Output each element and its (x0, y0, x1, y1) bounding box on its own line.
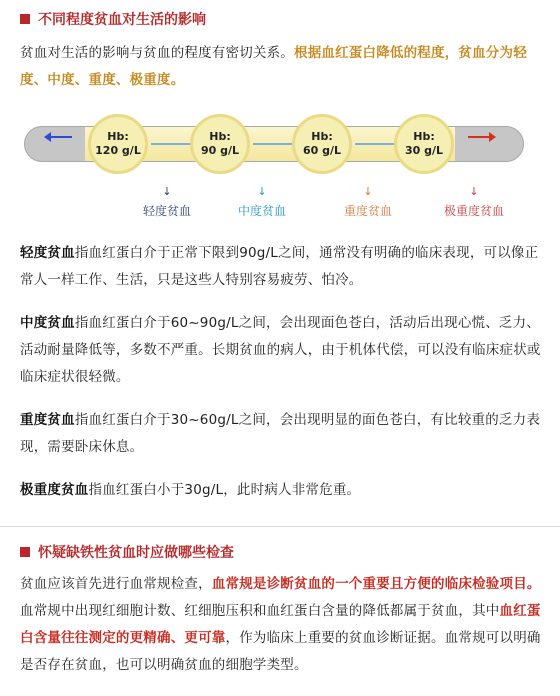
paragraph-severe: 重度贫血指血红蛋白介于30~60g/L之间，会出现明显的面色苍白，有比较重的乏力表现，需要卧床休息。 (20, 412, 541, 455)
section-heading-iron-deficiency-tests (20, 537, 546, 567)
paragraph-extreme: 极重度贫血指血红蛋白小于30g/L，此时病人非常危重。 (20, 482, 361, 498)
paragraph-moderate: 中度贫血指血红蛋白介于60~90g/L之间，会出现面色苍白，活动后出现心慌、乏力、活动耐量降低等，多数不严重。长期贫血的病人，由于机体代偿，可以没有临床症状或临床症状很轻微。 (20, 315, 541, 385)
tests-paragraph: 贫血应该首先进行血常规检查，血常规是诊断贫血的一个重要且方便的临床检验项目。血常规中出现红细胞计数、红细胞压积和血红蛋白含量的降低都属于贫血，其中血红蛋白含量往往测定的更精确、更可靠，作为临床上重要的贫血诊断证据。血常规可以明确是否存在贫血，也可以明确贫血的细胞学类型。 (20, 576, 541, 673)
paragraph-mild: 轻度贫血指血红蛋白介于正常下限到90g/L之间，通常没有明确的临床表现，可以像正常人一样工作、生活，只是这些人特别容易疲劳、怕冷。 (20, 245, 539, 288)
hb-node-90: Hb: 90 g/L (190, 114, 250, 174)
hemoglobin-scale-diagram (20, 114, 540, 234)
hb-node-120: Hb: 120 g/L (88, 114, 148, 174)
level-mild: ↓ 轻度贫血 (117, 186, 217, 219)
intro-highlight: 根据血红蛋白降低的程度，贫血分为轻度、中度、重度、极重度。 (20, 45, 527, 88)
level-extreme: ↓ 极重度贫血 (424, 186, 524, 219)
level-severe: ↓ 重度贫血 (318, 186, 418, 219)
down-arrow-icon: ↓ (257, 185, 267, 198)
connector-line (253, 143, 297, 145)
section-title: 怀疑缺铁性贫血时应做哪些检查 (38, 545, 234, 561)
down-arrow-icon: ↓ (162, 185, 172, 198)
intro-paragraph: 贫血对生活的影响与贫血的程度有密切关系。根据血红蛋白降低的程度，贫血分为轻度、中度、重度、极重度。 (20, 45, 527, 88)
down-arrow-icon: ↓ (363, 185, 373, 198)
connector-line (151, 143, 195, 145)
hb-node-30: Hb: 30 g/L (394, 114, 454, 174)
section-title: 不同程度贫血对生活的影响 (38, 12, 206, 28)
connector-line (355, 143, 399, 145)
hb-node-60: Hb: 60 g/L (292, 114, 352, 174)
heading-square-icon (20, 547, 30, 557)
right-arrow-icon (468, 136, 490, 138)
section-heading-anemia-levels (20, 0, 546, 34)
down-arrow-icon: ↓ (469, 185, 479, 198)
section-divider (0, 526, 560, 527)
level-moderate: ↓ 中度贫血 (212, 186, 312, 219)
heading-square-icon (20, 14, 30, 24)
left-arrow-icon (50, 136, 72, 138)
